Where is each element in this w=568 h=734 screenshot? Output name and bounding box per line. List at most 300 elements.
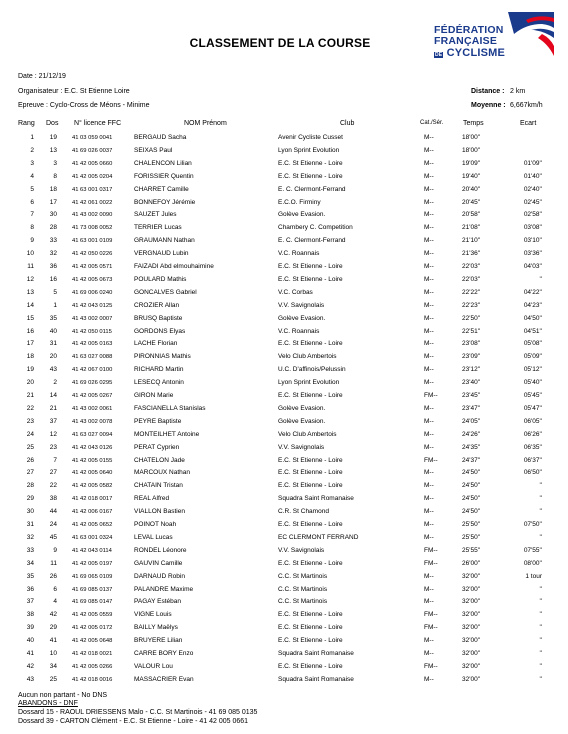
header-temps: Temps [463,120,484,127]
time-cell: 21'36'' [462,250,481,258]
time-cell: 19'09'' [462,159,481,167]
rank-cell: 32 [26,533,34,541]
time-cell: 25'55'' [462,546,481,554]
logo-line-1: FÉDÉRATION [434,24,504,36]
category-cell: M-- [424,134,434,141]
header-dos: Dos [46,120,59,127]
rider-name-cell: GAUVIN Camille [134,559,183,567]
bib-cell: 28 [49,224,57,232]
bib-cell: 16 [49,275,57,283]
gap-cell: 02'45'' [523,198,542,206]
rank-cell: 8 [30,224,34,232]
rider-name-cell: BAILLY Maëlys [134,624,178,632]
club-cell: Squadra Saint Romanaise [278,495,354,503]
rider-name-cell: PALANDRE Maxime [134,585,194,593]
time-cell: 23'45'' [462,392,481,399]
bib-cell: 43 [49,366,57,374]
time-cell: 18'00'' [462,146,481,154]
rider-name-cell: SAUZET Jules [134,211,177,219]
gap-cell: '' [539,611,542,619]
club-cell: Golève Evasion. [278,417,326,425]
table-row [0,636,568,647]
bib-cell: 31 [49,340,57,348]
licence-cell: 41 63 001 0324 [72,534,113,541]
gap-cell: 04'03'' [523,263,542,270]
rider-name-cell: RICHARD Martin [134,366,184,374]
time-cell: 32'00'' [462,675,481,683]
rank-cell: 36 [26,585,34,593]
club-cell: E.C. St Etienne - Loire [278,275,343,283]
club-cell: Squadra Saint Romanaise [278,675,354,683]
bib-cell: 33 [49,237,57,245]
gap-cell: 01'40'' [523,172,542,180]
club-cell: E.C.O. Firminy [278,198,321,206]
table-row [0,339,568,350]
time-cell: 23'09'' [462,353,481,361]
table-row [0,249,568,260]
gap-cell: 04'23'' [523,301,542,309]
rank-cell: 12 [26,275,34,283]
club-cell: E. C. Clermont-Ferrand [278,185,346,193]
rank-cell: 24 [26,430,34,438]
time-cell: 21'10'' [462,237,481,245]
rank-cell: 43 [26,675,34,683]
race-date: Date : 21/12/19 [18,73,66,80]
rider-name-cell: FAIZADI Abd elmouhaimine [134,263,214,270]
time-cell: 32'00'' [462,585,481,593]
rank-cell: 9 [30,237,34,245]
licence-cell: 41 73 008 0052 [72,225,113,232]
licence-cell: 41 42 005 0155 [72,457,113,464]
rank-cell: 40 [26,637,34,645]
category-cell: FM-- [424,559,438,567]
category-cell: M-- [424,379,434,387]
rider-name-cell: CROZIER Allan [134,301,180,309]
gap-cell: 05'12'' [523,366,542,374]
table-row [0,572,568,583]
licence-cell: 41 43 002 0007 [72,315,113,322]
category-cell: M-- [424,443,434,451]
rider-name-cell: BONNEFOY Jérémie [134,198,196,206]
category-cell: M-- [424,198,434,206]
licence-cell: 41 63 027 0088 [72,354,113,361]
category-cell: M-- [424,237,434,245]
rank-cell: 21 [26,392,34,399]
table-row [0,417,568,428]
licence-cell: 41 42 043 0125 [72,302,113,309]
category-cell: FM-- [424,662,438,670]
licence-cell: 41 42 005 0640 [72,470,113,477]
table-row [0,404,568,415]
club-cell: Avenir Cycliste Cusset [278,134,343,141]
rank-cell: 18 [26,353,34,361]
licence-cell: 41 69 026 0037 [72,147,113,154]
club-cell: E.C. St Etienne - Loire [278,521,343,528]
table-row [0,210,568,221]
time-cell: 32'00'' [462,662,481,670]
club-cell: E.C. St Etienne - Loire [278,611,343,619]
table-row [0,262,568,273]
club-cell: V.C. Roannais [278,250,320,258]
page-title: CLASSEMENT DE LA COURSE [189,36,371,50]
time-cell: 32'00'' [462,650,481,657]
licence-cell: 41 42 005 0559 [72,612,113,619]
gap-cell: '' [539,637,542,645]
category-cell: M-- [424,340,434,348]
rider-name-cell: BRUYERE Lilian [134,637,183,645]
time-cell: 24'35'' [462,443,481,451]
table-row [0,559,568,570]
bib-cell: 30 [49,211,57,219]
rider-name-cell: DARNAUD Robin [134,572,185,580]
logo-line-3 [434,47,505,59]
rider-name-cell: SEIXAS Paul [134,146,173,154]
rider-name-cell: FORISSIER Quentin [134,172,194,180]
licence-cell: 41 42 005 0582 [72,483,113,490]
category-cell: M-- [424,366,434,374]
bib-cell: 37 [49,417,57,425]
gap-cell: 06'26'' [523,430,542,438]
licence-cell: 41 42 005 0673 [72,276,113,283]
rider-name-cell: FASCIANELLA Stanislas [134,404,206,412]
table-row [0,185,568,196]
time-cell: 25'50'' [462,521,481,528]
rank-cell: 16 [26,327,34,335]
club-cell: E.C. St Etienne - Loire [278,392,343,399]
gap-cell: 06'50'' [523,469,542,477]
category-cell: FM-- [424,624,438,632]
time-cell: 24'50'' [462,469,481,477]
category-cell: FM-- [424,546,438,554]
club-cell: Golève Evasion. [278,211,326,219]
rank-cell: 6 [30,198,34,206]
rank-cell: 34 [26,559,34,567]
bib-cell: 3 [53,159,57,167]
time-cell: 24'50'' [462,482,481,490]
category-cell: M-- [424,417,434,425]
header-ecart: Ecart [520,120,537,127]
bib-cell: 45 [49,533,57,541]
gap-cell: 03'08'' [523,224,542,232]
rank-cell: 26 [26,456,34,464]
rider-name-cell: PERAT Cyprien [134,443,180,451]
time-cell: 23'08'' [462,340,481,348]
category-cell: M-- [424,469,434,477]
table-row [0,133,568,144]
rank-cell: 5 [30,185,34,193]
gap-cell: '' [539,662,542,670]
rider-name-cell: CHATAIN Tristan [134,482,183,490]
gap-cell: 04'50'' [523,314,542,322]
category-cell: M-- [424,650,434,657]
category-cell: M-- [424,288,434,296]
rider-name-cell: VERGNAUD Lubin [134,250,189,258]
table-row [0,327,568,338]
logo-du: DE [435,52,443,58]
table-row [0,675,568,686]
time-cell: 32'00'' [462,624,481,632]
bib-cell: 34 [49,662,57,670]
licence-cell: 41 42 005 0172 [72,625,113,632]
gap-cell: '' [539,275,542,283]
table-row [0,520,568,531]
licence-cell: 41 69 085 0137 [72,586,113,593]
table-row [0,533,568,544]
club-cell: E.C. St Etienne - Loire [278,172,343,180]
rider-name-cell: REAL Alfred [134,495,170,503]
licence-cell: 41 42 005 0571 [72,264,113,270]
gap-cell: '' [539,650,542,657]
rider-name-cell: LACHE Florian [134,340,178,348]
rank-cell: 37 [26,598,34,606]
rank-cell: 39 [26,624,34,632]
table-row [0,352,568,363]
table-row [0,172,568,183]
category-cell: M-- [424,250,434,258]
rider-name-cell: TERRIER Lucas [134,224,182,232]
rank-cell: 7 [30,211,34,219]
club-cell: Chambery C. Competition [278,224,353,232]
rider-name-cell: POINOT Noah [134,521,177,528]
time-cell: 23'12'' [462,366,481,374]
dnf-entry: Dossard 15 - RAOUL DRIESSENS Malo - C.C. St Martinois - 41 69 085 0135 [18,709,258,716]
table-row [0,198,568,209]
table-row [0,365,568,376]
rider-name-cell: MARCOUX Nathan [134,469,190,477]
time-cell: 23'47'' [462,404,481,412]
category-cell: M-- [424,263,434,270]
table-row [0,610,568,621]
rider-name-cell: GONCALVES Gabriel [134,288,197,296]
bib-cell: 25 [49,675,57,683]
club-cell: Velo Club Ambertois [278,353,337,361]
club-cell: V.V. Savignolais [278,301,325,309]
club-cell: C.C. St Martinois [278,598,328,606]
licence-cell: 41 03 059 0041 [72,135,113,141]
rank-cell: 11 [27,263,34,270]
club-cell: Lyon Sprint Evolution [278,146,340,154]
club-cell: E.C. St Etienne - Loire [278,469,343,477]
bib-cell: 29 [49,624,57,632]
licence-cell: 41 43 002 0078 [72,418,113,425]
club-cell: E.C. St Etienne - Loire [278,340,343,348]
table-row [0,546,568,557]
licence-cell: 41 69 065 0109 [72,573,113,580]
gap-cell: 01'09'' [523,159,542,167]
licence-cell: 41 42 061 0022 [72,199,113,206]
bib-cell: 32 [49,250,57,258]
club-cell: U.C. D'affinois/Pelussin [278,366,346,374]
licence-cell: 41 42 018 0017 [72,496,113,503]
rider-name-cell: RONDEL Léonore [134,546,187,554]
bib-cell: 7 [53,456,57,464]
bib-cell: 42 [49,611,57,619]
licence-cell: 41 42 005 0197 [72,560,113,567]
time-cell: 24'26'' [462,430,481,438]
gap-cell: 02'58'' [523,211,542,219]
time-cell: 26'00'' [462,559,481,567]
bib-cell: 44 [49,508,57,516]
category-cell: FM-- [424,392,438,399]
club-cell: E.C. St Etienne - Loire [278,159,343,167]
table-row [0,275,568,286]
rank-cell: 25 [26,443,34,451]
gap-cell: 03'36'' [523,250,542,258]
bib-cell: 36 [49,263,57,270]
time-cell: 32'00'' [462,598,481,606]
category-cell: M-- [424,508,434,516]
table-row [0,430,568,441]
time-cell: 22'03'' [462,275,481,283]
rider-name-cell: PAGAY Estéban [134,598,181,606]
club-cell: Golève Evasion. [278,314,326,322]
rank-cell: 15 [26,314,34,322]
header-nom: NOM Prénom [184,120,227,127]
bib-cell: 21 [49,404,57,412]
licence-cell: 41 42 043 0114 [72,547,112,554]
table-row [0,623,568,634]
licence-cell: 41 42 018 0016 [72,676,113,683]
gap-cell: 07'50'' [523,521,542,528]
licence-cell: 41 69 085 0147 [72,599,113,606]
table-row [0,236,568,247]
rank-cell: 17 [26,340,34,348]
club-cell: EC CLERMONT FERRAND [278,533,359,541]
header-rang: Rang [18,120,35,127]
club-cell: V.V. Savignolais [278,546,325,554]
category-cell: M-- [424,404,434,412]
rank-cell: 35 [26,572,34,580]
bib-cell: 5 [53,288,57,296]
gap-cell: '' [539,624,542,632]
bib-cell: 41 [49,637,57,645]
dnf-entry: Dossard 39 - CARTON Clément - E.C. St Etienne - Loire - 41 42 005 0661 [18,718,249,725]
licence-cell: 41 69 026 0295 [72,380,113,387]
club-cell: Squadra Saint Romanaise [278,650,354,657]
club-cell: E.C. St Etienne - Loire [278,637,343,645]
gap-cell: 04'22'' [523,288,542,296]
table-row [0,159,568,170]
licence-cell: 41 42 005 0266 [72,663,113,670]
race-organizer: Organisateur : E.C. St Etienne Loire [18,88,130,95]
rider-name-cell: BRUSQ Baptiste [134,314,183,322]
time-cell: 20'45'' [462,198,481,206]
licence-cell: 41 42 006 0167 [72,509,113,516]
club-cell: E.C. St Etienne - Loire [278,662,343,670]
table-row [0,146,568,157]
gap-cell: 05'08'' [523,340,542,348]
bib-cell: 17 [49,198,57,206]
rider-name-cell: MASSACRIER Evan [134,675,194,683]
bib-cell: 19 [49,134,57,141]
category-cell: M-- [424,172,434,180]
category-cell: M-- [424,211,434,219]
time-cell: 19'40'' [462,172,481,180]
licence-cell: 41 43 002 0061 [72,405,113,412]
time-cell: 32'00'' [462,611,481,619]
category-cell: M-- [424,159,434,167]
table-row [0,507,568,518]
rider-name-cell: LESECQ Antonin [134,379,184,387]
bib-cell: 18 [49,185,57,193]
category-cell: M-- [424,353,434,361]
gap-cell: 05'47'' [523,404,542,412]
club-cell: E. C. Clermont-Ferrand [278,237,346,245]
category-cell: M-- [424,572,434,580]
table-row [0,481,568,492]
gap-cell: 06'35'' [523,443,542,451]
time-cell: 22'51'' [462,327,481,335]
race-event: Epreuve : Cyclo-Cross de Méons - Minime [18,102,150,109]
rank-cell: 2 [30,146,34,154]
club-cell: E.C. St Etienne - Loire [278,559,343,567]
time-cell: 21'08'' [462,224,481,232]
rider-name-cell: VIGNE Louis [134,611,172,619]
table-row [0,468,568,479]
bib-cell: 10 [49,650,57,657]
category-cell: M-- [424,314,434,322]
gap-cell: 03'10'' [523,237,542,245]
table-row [0,288,568,299]
rank-cell: 19 [26,366,34,374]
licence-cell: 41 42 005 0652 [72,522,113,528]
gap-cell: '' [539,495,542,503]
club-cell: E.C. St Etienne - Loire [278,624,343,632]
gap-cell: 02'40'' [523,185,542,193]
licence-cell: 41 42 043 0126 [72,444,113,451]
category-cell: M-- [424,146,434,154]
bib-cell: 26 [49,572,57,580]
time-cell: 24'05'' [462,417,481,425]
club-cell: C.C. St Martinois [278,585,328,593]
category-cell: M-- [424,430,434,438]
category-cell: M-- [424,301,434,309]
table-row [0,378,568,389]
club-cell: Golève Evasion. [278,404,326,412]
table-row [0,223,568,234]
rank-cell: 13 [26,288,34,296]
gap-cell: '' [539,598,542,606]
dnf-heading: ABANDONS - DNF [18,700,78,707]
rank-cell: 1 [30,134,34,141]
time-cell: 25'50'' [462,533,481,541]
club-cell: V.V. Savignolais [278,443,325,451]
bib-cell: 8 [53,172,57,180]
gap-cell: '' [539,585,542,593]
category-cell: M-- [424,675,434,683]
rider-name-cell: POULARD Mathis [134,275,187,283]
bib-cell: 40 [49,327,57,335]
rank-cell: 3 [30,159,34,167]
bib-cell: 12 [49,430,57,438]
category-cell: M-- [424,585,434,593]
licence-cell: 41 42 018 0021 [72,651,113,657]
rank-cell: 31 [26,521,34,528]
gap-cell: 05'45'' [523,392,542,399]
rank-cell: 27 [26,469,34,477]
table-row [0,443,568,454]
ffc-logo [430,10,558,66]
rank-cell: 22 [26,404,34,412]
gap-cell: '' [539,675,542,683]
category-cell: M-- [424,637,434,645]
rank-cell: 29 [26,495,34,503]
time-cell: 22'03'' [462,263,481,270]
category-cell: M-- [424,521,434,528]
distance-label: Distance : [471,88,505,95]
bib-cell: 24 [49,521,57,528]
rider-name-cell: GORDONS Elyas [134,327,186,335]
